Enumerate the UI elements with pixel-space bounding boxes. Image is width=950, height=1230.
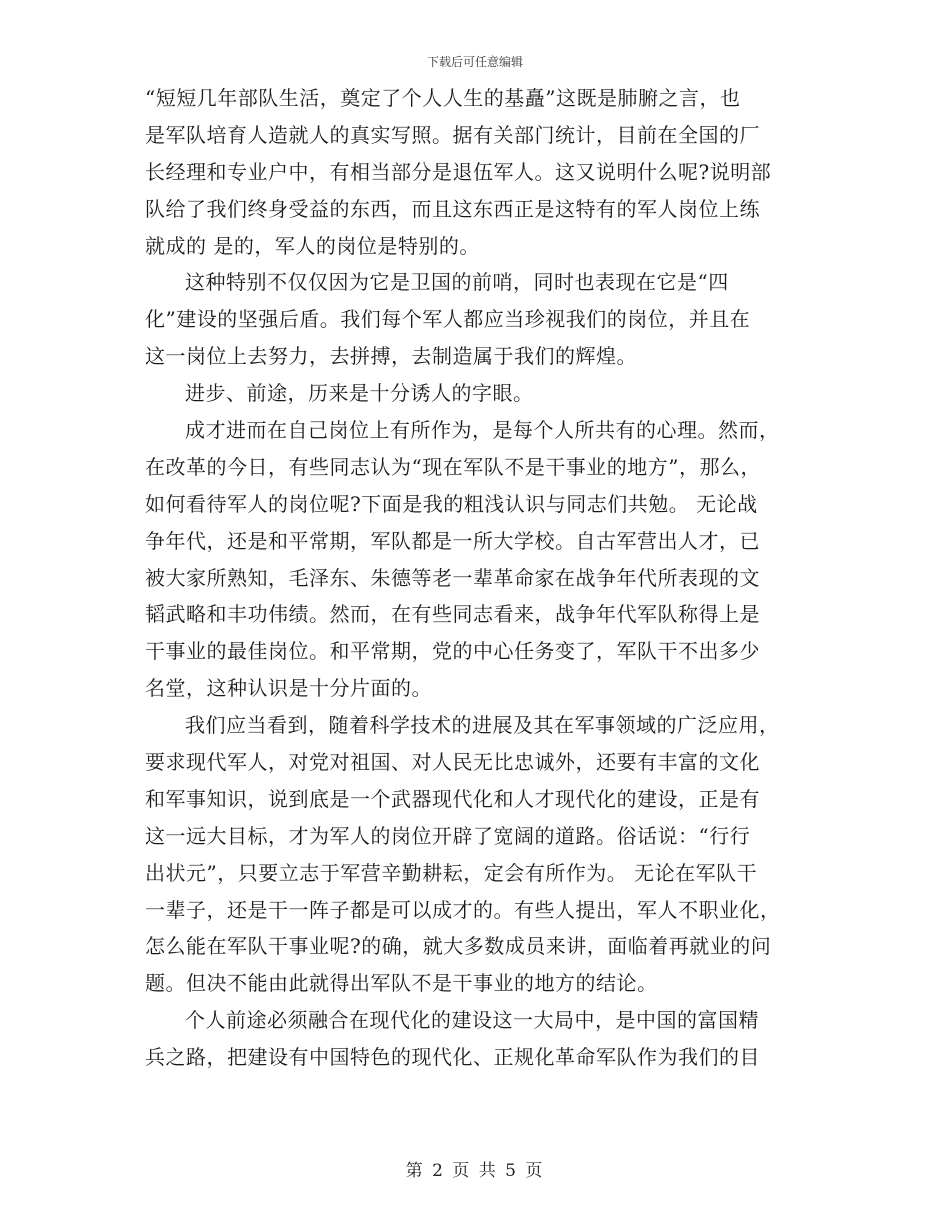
text-line: 在改革的今日，有些同志认为“现在军队不是干事业的地方”，那么， [145,454,761,479]
text-line: 进步、前途，历来是十分诱人的字眼。 [185,381,534,406]
text-line: 个人前途必须融合在现代化的建设这一大局中，是中国的富国精 [185,1008,759,1033]
body-text [145,80,805,1076]
text-line: 成才进而在自己岗位上有所作为，是每个人所共有的心理。然而， [185,418,780,443]
text-line: 兵之路，把建设有中国特色的现代化、正规化革命军队作为我们的目 [145,1045,760,1070]
text-line: 这种特别不仅仅因为它是卫国的前哨，同时也表现在它是“四 [185,270,729,295]
text-line: 被大家所熟知，毛泽东、朱德等老一辈革命家在战争年代所表现的文 [145,565,760,590]
text-line: 这一岗位上去努力，去拼搏，去制造属于我们的辉煌。 [145,344,637,369]
text-line: 韬武略和丰功伟绩。然而，在有些同志看来，战争年代军队称得上是 [145,602,760,627]
text-line: 和军事知识，说到底是一个武器现代化和人才现代化的建设，正是有 [145,786,760,811]
text-line: 就成的 是的，军人的岗位是特别的。 [145,233,480,258]
page-header: 下载后可任意编辑 [426,55,523,69]
text-line: 争年代，还是和平常期，军队都是一所大学校。自古军营出人才，已 [145,528,760,553]
page-footer: 第 2 页 共 5 页 [405,1161,545,1181]
text-line: 名堂，这种认识是十分片面的。 [145,676,432,701]
text-line: 干事业的最佳岗位。和平常期，党的中心任务变了，军队干不出多少 [145,639,760,664]
text-line: 化”建设的坚强后盾。我们每个军人都应当珍视我们的岗位，并且在 [145,307,751,332]
text-line: 这一远大目标，才为军人的岗位开辟了宽阔的道路。俗话说：“行行 [145,823,751,848]
text-line: 是军队培育人造就人的真实写照。据有关部门统计，目前在全国的厂 [145,122,760,147]
text-line: 出状元”，只要立志于军营辛勤耕耘，定会有所作为。 无论在军队干 [145,860,758,885]
text-line: 一辈子，还是干一阵子都是可以成才的。有些人提出，军人不职业化， [145,897,781,922]
text-line: 我们应当看到，随着科学技术的进展及其在军事领域的广泛应用， [185,713,780,738]
text-line: 题。但决不能由此就得出军队不是干事业的地方的结论。 [145,971,658,996]
text-line: 怎么能在军队干事业呢?的确，就大多数成员来讲，面临着再就业的问 [145,934,772,959]
text-line: 要求现代军人，对党对祖国、对人民无比忠诚外，还要有丰富的文化 [145,750,760,775]
text-line: 长经理和专业户中，有相当部分是退伍军人。这又说明什么呢?说明部 [145,159,772,184]
text-line: 队给了我们终身受益的东西，而且这东西正是这特有的军人岗位上练 [145,196,760,221]
text-line: “短短几年部队生活，奠定了个人人生的基矗”这既是肺腑之言，也 [145,86,741,110]
text-line: 如何看待军人的岗位呢?下面是我的粗浅认识与同志们共勉。 无论战 [145,491,758,516]
